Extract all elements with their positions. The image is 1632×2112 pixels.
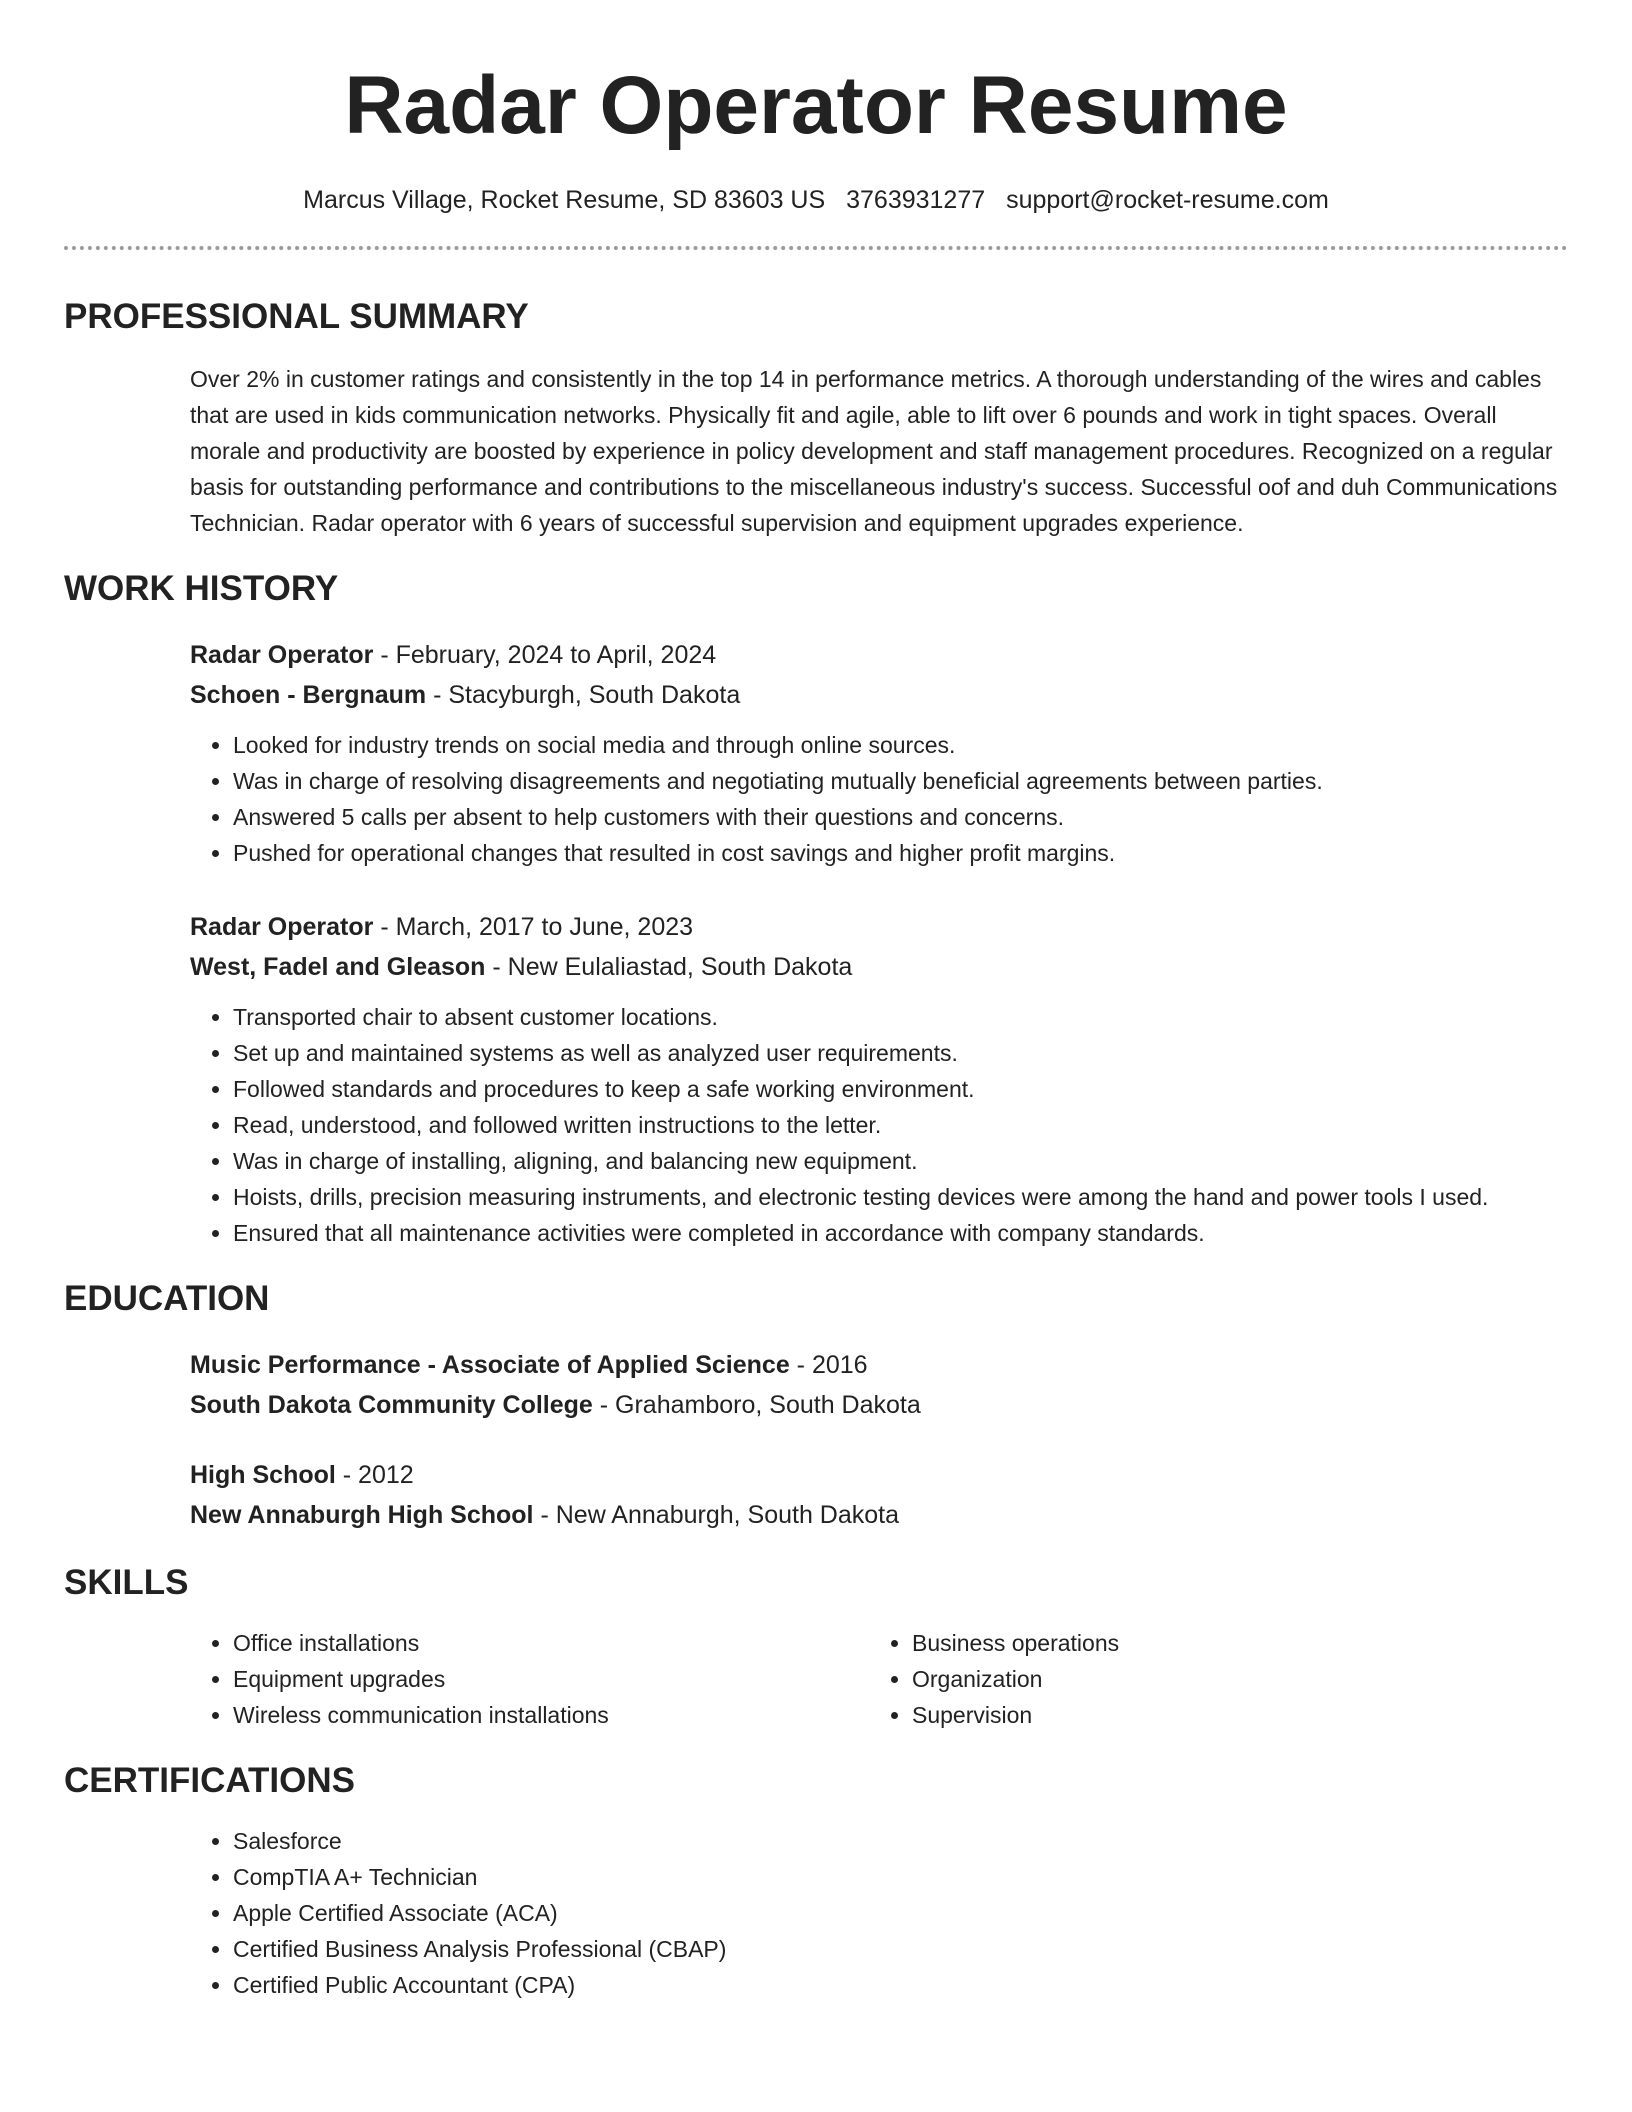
education-school: New Annaburgh High School (190, 1501, 534, 1529)
section-heading-summary: PROFESSIONAL SUMMARY (64, 297, 529, 336)
skill-item: • Office installations (233, 1625, 869, 1661)
certification-item: • Apple Certified Associate (ACA) (233, 1895, 1568, 1931)
section-heading-work-history: WORK HISTORY (64, 569, 339, 608)
job-entry (190, 635, 1568, 871)
job-location: - Stacyburgh, South Dakota (426, 681, 741, 709)
job-bullet: • Ensured that all maintenance activities were completed in accordance with company standards. (233, 1215, 1568, 1251)
header-divider (64, 246, 1568, 250)
education-location: - Grahamboro, South Dakota (592, 1391, 921, 1419)
section-heading-skills: SKILLS (64, 1563, 189, 1602)
job-location: - New Eulaliastad, South Dakota (485, 953, 853, 981)
skill-item: • Supervision (912, 1697, 1548, 1733)
skills-column-left (190, 1625, 869, 1733)
education-year: - 2012 (335, 1461, 414, 1489)
job-bullets (190, 727, 1568, 871)
job-bullet: • Was in charge of resolving disagreements and negotiating mutually beneficial agreements between parties. (233, 763, 1568, 799)
education-year: - 2016 (789, 1351, 868, 1379)
summary-text: Over 2% in customer ratings and consistently in the top 14 in performance metrics. A thorough understanding of the wires and cables that are used in kids communication networks. Physically fit and agile, able to lift over 6 pounds and work in tight spaces. Overall morale and productivity are boosted by experience in policy development and staff management procedures. Recognized on a regular basis for outstanding performance and contributions to the miscellaneous industry's success. Successful oof and duh Communications Technician. Radar operator with 6 years of successful supervision and equipment upgrades experience. (190, 366, 1558, 536)
education-school-line (190, 1385, 1568, 1425)
education-school: South Dakota Community College (190, 1391, 593, 1419)
certification-bullets (190, 1823, 1568, 2003)
job-bullet: • Pushed for operational changes that resulted in cost savings and higher profit margins. (233, 835, 1568, 871)
contact-phone: 3763931277 (846, 186, 986, 214)
resume-page (64, 0, 1568, 2003)
job-dates: - February, 2024 to April, 2024 (373, 641, 717, 669)
contact-line (64, 184, 1568, 216)
contact-address: Marcus Village, Rocket Resume, SD 83603 US (303, 186, 826, 214)
certifications-list (190, 1823, 1568, 2003)
education-degree-line (190, 1345, 1568, 1385)
job-bullet: • Transported chair to absent customer locations. (233, 999, 1568, 1035)
education-entry (190, 1345, 1568, 1425)
skill-item: • Business operations (912, 1625, 1548, 1661)
job-dates: - March, 2017 to June, 2023 (373, 913, 694, 941)
job-title-line (190, 635, 1568, 675)
job-company-line (190, 947, 1568, 987)
section-heading-education: EDUCATION (64, 1279, 270, 1318)
education-degree: Music Performance - Associate of Applied Science (190, 1351, 790, 1379)
job-bullet: • Read, understood, and followed written instructions to the letter. (233, 1107, 1568, 1143)
job-bullet: • Answered 5 calls per absent to help customers with their questions and concerns. (233, 799, 1568, 835)
job-bullets (190, 999, 1568, 1251)
job-title: Radar Operator (190, 641, 374, 669)
job-bullet: • Looked for industry trends on social media and through online sources. (233, 727, 1568, 763)
section-heading-certifications: CERTIFICATIONS (64, 1761, 356, 1800)
certification-item: • Certified Business Analysis Professional (CBAP) (233, 1931, 1568, 1967)
job-title-line (190, 907, 1568, 947)
job-company: West, Fadel and Gleason (190, 953, 486, 981)
skills-grid (190, 1625, 1568, 1733)
skill-item: • Organization (912, 1661, 1548, 1697)
certification-item: • CompTIA A+ Technician (233, 1859, 1568, 1895)
education-entry (190, 1455, 1568, 1535)
education-location: - New Annaburgh, South Dakota (533, 1501, 900, 1529)
skill-item: • Wireless communication installations (233, 1697, 869, 1733)
job-company-line (190, 675, 1568, 715)
job-bullet: • Set up and maintained systems as well as analyzed user requirements. (233, 1035, 1568, 1071)
contact-email: support@rocket-resume.com (1006, 186, 1329, 214)
certification-item: • Certified Public Accountant (CPA) (233, 1967, 1568, 2003)
job-bullet: • Followed standards and procedures to keep a safe working environment. (233, 1071, 1568, 1107)
job-company: Schoen - Bergnaum (190, 681, 427, 709)
job-bullet: • Was in charge of installing, aligning, and balancing new equipment. (233, 1143, 1568, 1179)
certification-item: • Salesforce (233, 1823, 1568, 1859)
education-degree: High School (190, 1461, 336, 1489)
job-entry (190, 907, 1568, 1251)
resume-title: Radar Operator Resume (344, 60, 1288, 151)
job-title: Radar Operator (190, 913, 374, 941)
job-bullet: • Hoists, drills, precision measuring instruments, and electronic testing devices were among the hand and power tools I used. (233, 1179, 1568, 1215)
skills-column-right (869, 1625, 1548, 1733)
education-school-line (190, 1495, 1568, 1535)
skill-item: • Equipment upgrades (233, 1661, 869, 1697)
education-degree-line (190, 1455, 1568, 1495)
